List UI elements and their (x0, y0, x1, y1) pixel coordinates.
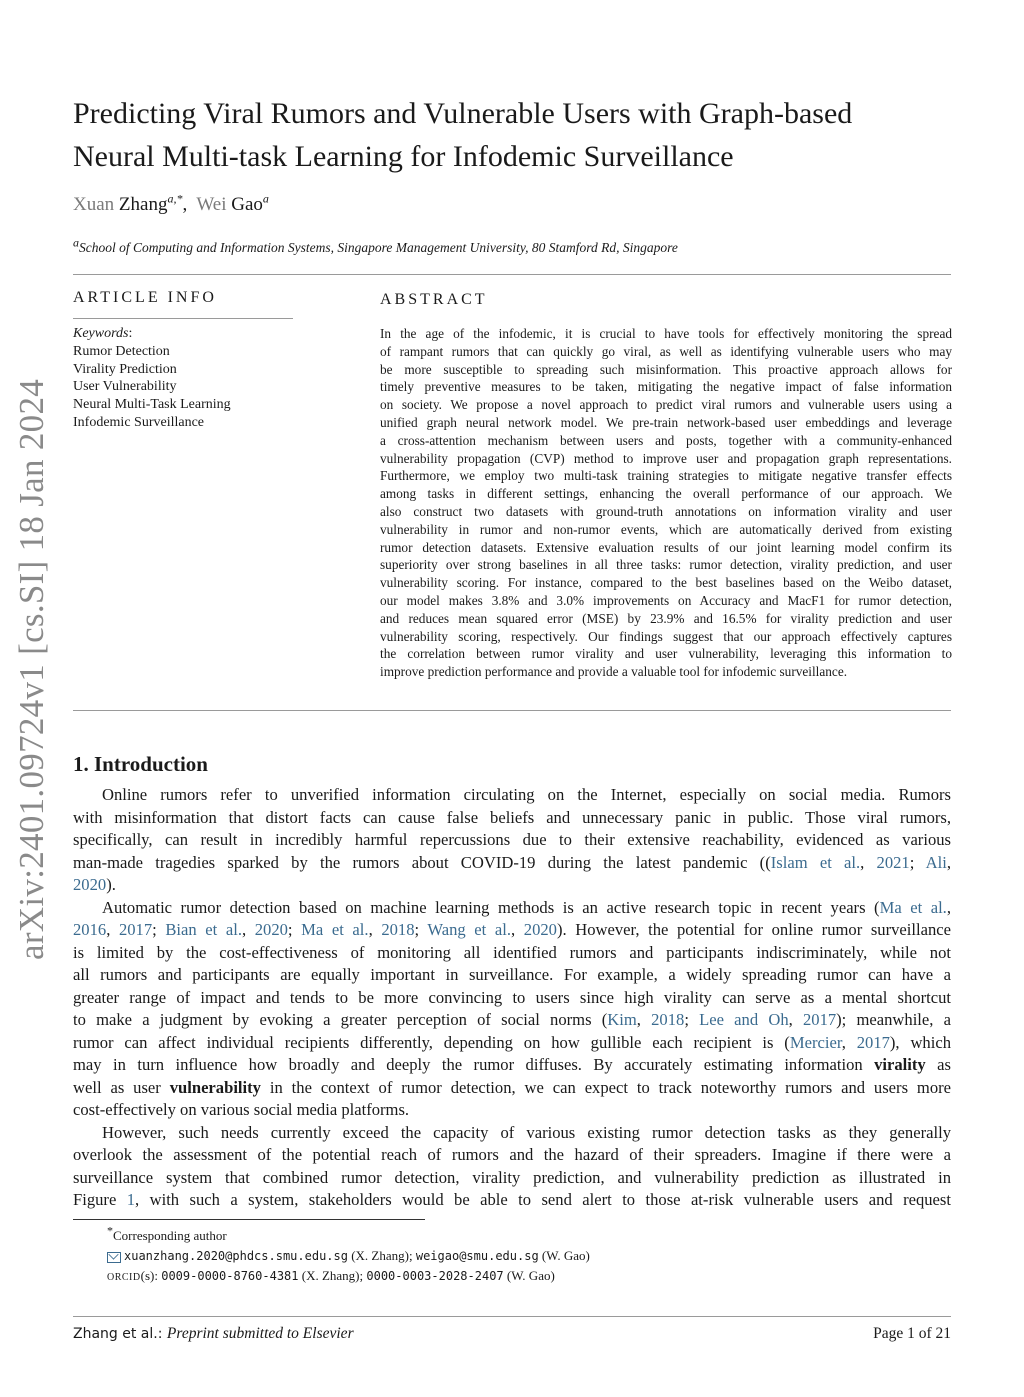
abstract-line: be more susceptible to spreading such misinformation. This proactive approach allows for (380, 361, 952, 377)
title-line-1: Predicting Viral Rumors and Vulnerable Users with Graph-based (73, 97, 853, 130)
intro-line: greater range of impact and tends to be more convincing to users since high virality can serve as a mental shortcut (73, 987, 951, 1007)
orcid-label: ORCID (107, 1272, 141, 1283)
author1-sup: a,* (167, 191, 183, 206)
intro-line: man-made tragedies sparked by the rumors about COVID-19 during the latest pandemic ((Islam et al., 2021; Ali, (73, 852, 952, 872)
citation-link[interactable]: Kim (607, 1010, 637, 1029)
citation-link[interactable]: Ma et al. (879, 897, 947, 917)
citation-link[interactable]: 2020 (523, 920, 557, 939)
email-link[interactable]: weigao@smu.edu.sg (415, 1249, 539, 1263)
keywords-block: Keywords: Rumor Detection Virality Prediction User Vulnerability Neural Multi-Task Learning Infodemic Surveillance (73, 326, 231, 430)
author1-family: Zhang (118, 194, 168, 215)
intro-line: overlook the assessment of the potential reach of rumors and the hazard of their spreaders. Imagine if there were a (73, 1145, 951, 1164)
footnote-mark: * (107, 1223, 113, 1238)
email-link[interactable]: xuanzhang.2020@phdcs.smu.edu.sg (124, 1249, 348, 1263)
figure-link[interactable]: 1 (126, 1190, 136, 1209)
intro-line: surveillance system that combined rumor detection, virality prediction, and vulnerability prediction as illustrated in (73, 1167, 951, 1187)
author2-given: Wei (196, 194, 227, 215)
abstract-heading: ABSTRACT (380, 291, 488, 308)
abstract-line: among tasks in different settings, enhancing the overall performance of our approach. We (380, 486, 952, 502)
page-number: Page 1 of 21 (873, 1325, 951, 1342)
citation-link[interactable]: 2021 (876, 852, 910, 872)
emphasis-vulnerability: vulnerability (169, 1077, 261, 1097)
abstract-line: our model makes 3.8% and 3.0% improvements on Accuracy and MacF1 for rumor detection, (380, 592, 952, 608)
abstract-line: vulnerability scoring. For instance, compared to the best baselines based on the Weibo dataset, (380, 575, 952, 591)
abstract-line: rumor detection datasets. Extensive evaluation results of our joint learning model confirm its (380, 539, 952, 555)
abstract-line: vulnerability in rumor and non-rumor events, which are automatically derived from existing (380, 521, 952, 537)
keyword-item: Rumor Detection (73, 343, 170, 359)
abstract-line: vulnerability scoring, respectively. Our findings suggest that our approach effectively captures (380, 628, 952, 644)
section-heading-introduction: 1. Introduction (73, 752, 208, 776)
intro-line: cost-effectively on various social media platforms. (73, 1100, 410, 1119)
intro-line: well as user vulnerability in the context of rumor detection, we can expect to track noteworthy rumors and users more (73, 1077, 952, 1097)
article-info-divider (73, 318, 293, 319)
footer-divider (73, 1316, 951, 1317)
citation-link[interactable]: Islam et al. (770, 852, 861, 872)
intro-line: may in turn influence how broadly and deeply the rumor diffuses. By accurately estimating information virality as (73, 1055, 951, 1074)
footnote-divider (73, 1219, 425, 1220)
page-footer: Zhang et al.: Preprint submitted to Elsevier Page 1 of 21 (73, 1325, 951, 1342)
abstract-line: the correlation between rumor virality and user vulnerability, leveraging this information to (380, 646, 952, 662)
mail-icon (107, 1252, 121, 1263)
intro-line: rumor can affect individual recipients differently, depending on how gullible each recipient is (Mercier, 2017), which (73, 1032, 951, 1052)
abstract-line: also construct two datasets with ground-truth annotations on information virality and user (380, 503, 952, 519)
footer-journal: Preprint submitted to Elsevier (166, 1325, 354, 1342)
orcid-id[interactable]: 0009-0000-8760-4381 (161, 1269, 299, 1283)
author2-sup: a (262, 191, 269, 206)
intro-line: to make a judgment by evoking a greater perception of social norms (Kim, 2018; Lee and Oh, 2017); meanwhile, a (73, 1010, 951, 1029)
keyword-item: Neural Multi-Task Learning (73, 397, 231, 413)
abstract-divider (73, 710, 951, 711)
citation-link[interactable]: Ali (925, 852, 947, 872)
arxiv-stamp: arXiv:2401.09724v1 [cs.SI] 18 Jan 2024 (12, 378, 51, 960)
corresponding-author: Corresponding author (113, 1228, 227, 1243)
footer-authors: Zhang et al. (73, 1326, 158, 1342)
abstract-body (380, 325, 952, 681)
intro-line: Online rumors refer to unverified information circulating on the Internet, especially on social media. Rumors (102, 785, 951, 804)
header-divider (73, 274, 951, 275)
footnote: *Corresponding author xuanzhang.2020@phdcs.smu.edu.sg (X. Zhang); weigao@smu.edu.sg (W. Gao) ORCID(s): 0009-0000-8760-4381 (X. Zhang); 0000-0003-2028-2407 (W. Gao) (107, 1223, 590, 1283)
intro-line: Figure 1, with such a system, stakeholders would be able to send alert to those at-risk vulnerable users and request (73, 1190, 951, 1209)
affiliation-text: School of Computing and Information Systems, Singapore Management University, 80 Stamford Rd, Singapore (79, 240, 678, 255)
citation-link[interactable]: 2016 (73, 920, 107, 939)
introduction-body (73, 784, 951, 1212)
abstract-line: superiority over strong baselines in all three tasks: rumor detection, virality prediction, and user (380, 557, 952, 573)
intro-line: However, such needs currently exceed the capacity of various existing rumor detection tasks as they generally (102, 1122, 951, 1142)
orcid-id[interactable]: 0000-0003-2028-2407 (366, 1269, 504, 1283)
intro-line: with misinformation that distort facts can cause false beliefs and unnecessary panic in public. Those viral rumors, (73, 807, 951, 827)
citation-link[interactable]: Lee and Oh (699, 1010, 789, 1029)
abstract-line: In the age of the infodemic, it is crucial to have tools for effectively monitoring the spread (380, 326, 952, 341)
citation-link[interactable]: 2017 (856, 1032, 890, 1052)
affil-sup: a (73, 235, 79, 250)
author1-given: Xuan (73, 194, 115, 215)
citation-link[interactable]: 2020 (254, 920, 288, 939)
author-list: Xuan Zhang$^{a,*}$, Wei Gao$^a$ (73, 191, 269, 215)
abstract-line: Furthermore, we employ two multi-task training strategies to mitigate negative transfer effects (380, 468, 952, 484)
intro-line: specifically, can result in incredibly harmful repercussions due to their extensive reachability, evidenced as various (73, 830, 951, 849)
abstract-line: a cross-attention mechanism between users and posts, together with a community-enhanced (380, 432, 952, 448)
keyword-item: User Vulnerability (73, 379, 177, 395)
abstract-line: on society. We propose a novel approach to predict viral rumors and vulnerable users using a (380, 397, 952, 413)
citation-link[interactable]: 2018 (381, 920, 415, 939)
citation-link[interactable]: Bian et al. (165, 920, 242, 939)
intro-line: is limited by the cost-effectiveness of monitoring all identified rumors and participants indiscriminately, while not (73, 942, 951, 962)
intro-line: Automatic rumor detection based on machine learning methods is an active research topic in recent years (Ma et al., (102, 897, 951, 917)
paper-title (73, 92, 953, 178)
intro-line: all rumors and participants are equally important in surveillance. For example, a widely spreading rumor can have a (73, 965, 951, 984)
abstract-line: vulnerability propagation (CVP) method to improve user and propagation graph representations. (380, 450, 952, 466)
citation-link[interactable]: 2017 (118, 920, 153, 939)
abstract-line: improve prediction performance and provide a valuable tool for infodemic surveillance. (380, 664, 848, 680)
intro-line: 2020). (73, 875, 116, 894)
keyword-item: Infodemic Surveillance (73, 414, 205, 430)
citation-link[interactable]: 2020 (73, 875, 107, 894)
author2-family: Gao (231, 194, 263, 215)
affiliation (73, 235, 678, 256)
citation-link[interactable]: 2018 (651, 1010, 685, 1029)
keywords-label: Keywords (73, 326, 129, 341)
citation-link[interactable]: Ma et al. (301, 920, 369, 939)
abstract-line: unified graph neural network model. We pre-train network-based user embeddings and leverage (380, 414, 952, 430)
keyword-item: Virality Prediction (73, 361, 177, 377)
abstract-line: timely preventive measures to be taken, mitigating the negative impact of false information (380, 379, 952, 395)
emphasis-virality: virality (874, 1055, 926, 1074)
citation-link[interactable]: Wang et al. (427, 920, 512, 939)
title-line-2: Neural Multi-task Learning for Infodemic Surveillance (73, 140, 734, 173)
article-info-heading: ARTICLE INFO (73, 289, 217, 306)
abstract-line: of rampant rumors that can quickly go viral, as well as identifying vulnerable users who may (380, 343, 952, 359)
abstract-line: and reduces mean squared error (MSE) by 23.9% and 16.5% for virality prediction and user (380, 610, 952, 626)
intro-line: 2016, 2017; Bian et al., 2020; Ma et al., 2018; Wang et al., 2020). However, the potential for online rumor surveillance (73, 920, 951, 939)
citation-link[interactable]: Mercier (789, 1032, 842, 1052)
citation-link[interactable]: 2017 (802, 1010, 837, 1029)
